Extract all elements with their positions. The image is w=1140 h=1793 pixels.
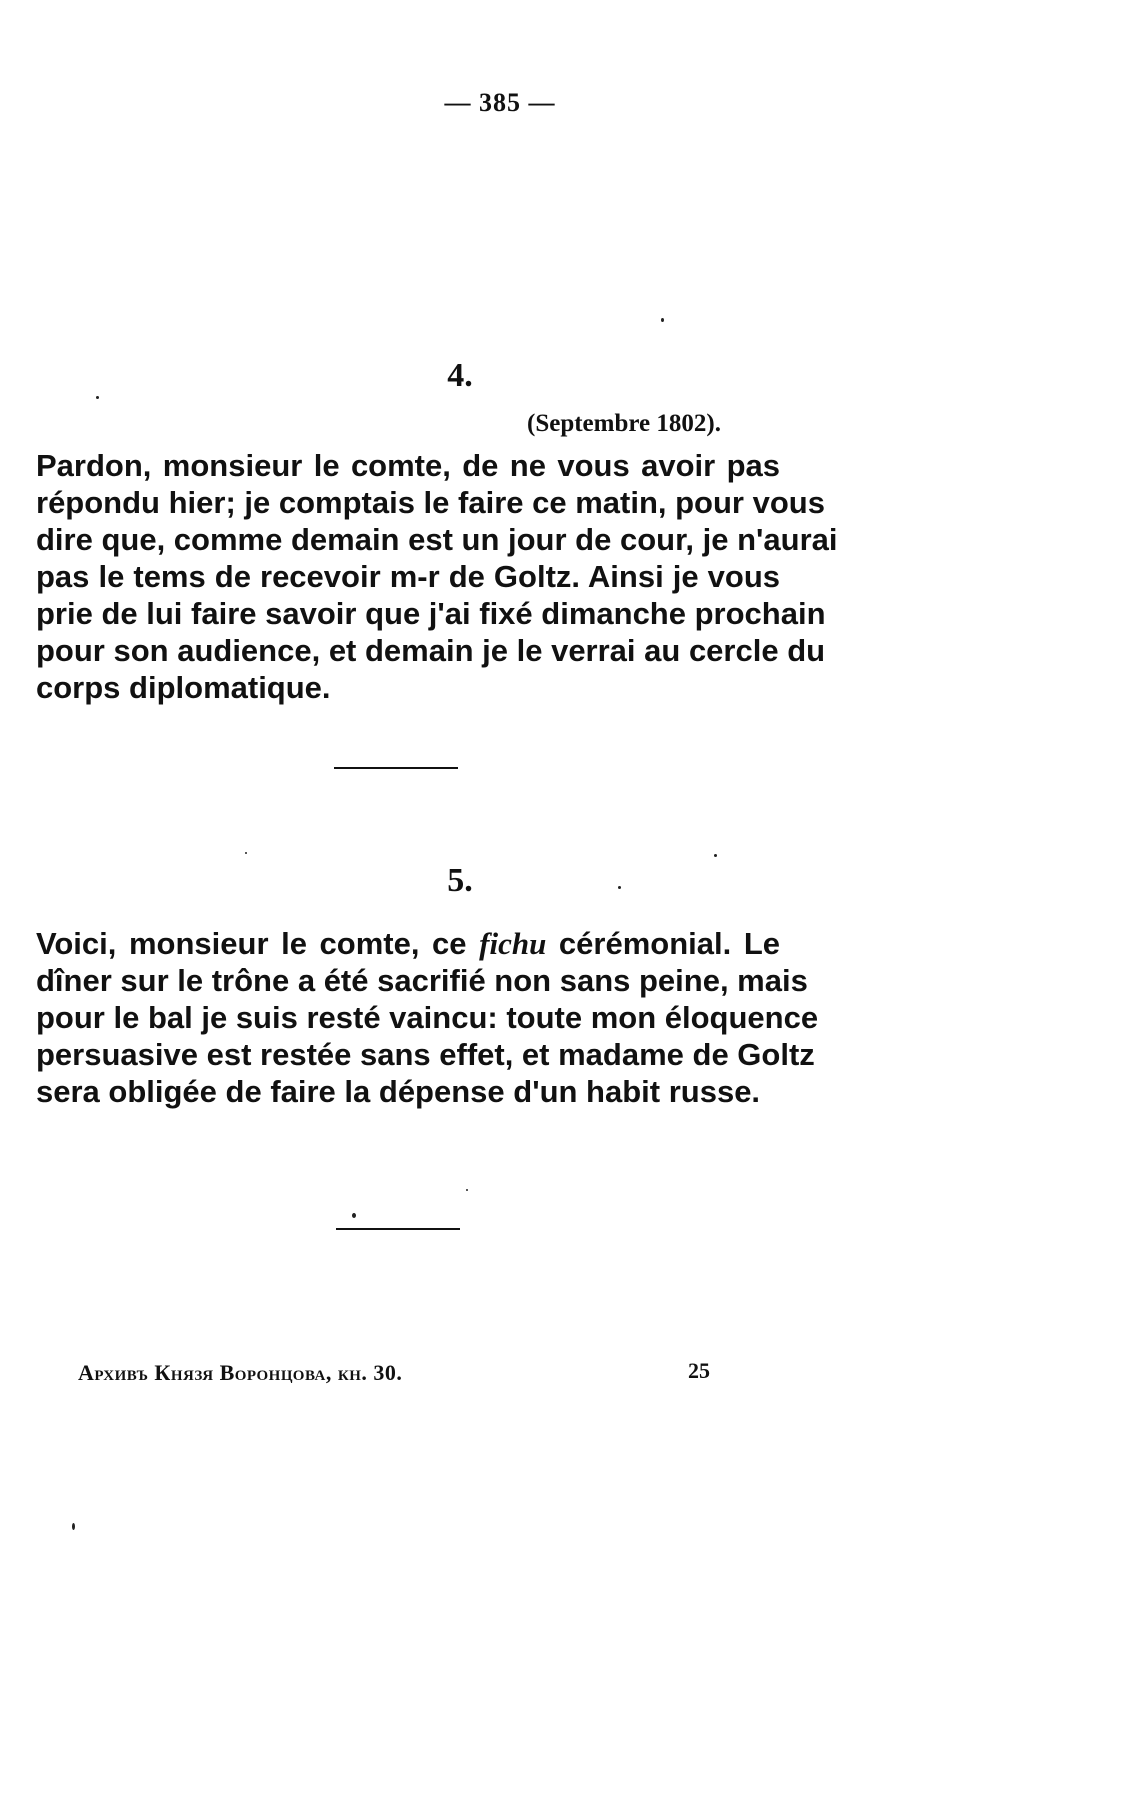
text-line: persuasive est restée sans effet, et madame de Goltz — [36, 1037, 815, 1072]
scan-speck — [661, 318, 664, 322]
text-line: prie de lui faire savoir que j'ai fixé dimanche prochain — [36, 596, 826, 631]
text-run: Voici, monsieur le comte, ce — [36, 926, 467, 961]
section-divider — [334, 767, 458, 769]
letter-4-text — [36, 447, 838, 706]
section-number-4: 4. — [447, 357, 473, 394]
scan-speck — [245, 852, 247, 854]
text-line: pour le bal je suis resté vaincu: toute mon éloquence — [36, 1000, 819, 1035]
text-line: Pardon, monsieur le comte, de ne vous avoir pas — [36, 448, 780, 483]
text-run: cérémonial. Le — [558, 926, 780, 961]
page-number: — 385 — — [444, 88, 556, 117]
scan-speck — [618, 886, 621, 889]
text-line: dire que, comme demain est un jour de cour, je n'aurai — [36, 522, 838, 557]
text-line: pour son audience, et demain je le verrai au cercle du — [36, 633, 826, 668]
text-line: répondu hier; je comptais le faire ce matin, pour vous — [36, 485, 825, 520]
section-divider — [336, 1228, 460, 1230]
text-line: corps diplomatique. — [36, 670, 331, 705]
text-line: dîner sur le trône a été sacrifié non sans peine, mais — [36, 963, 808, 998]
scan-speck — [72, 1523, 75, 1530]
scan-speck — [714, 854, 717, 857]
signature-mark: 25 — [688, 1358, 710, 1383]
italic-word: fichu — [479, 926, 547, 961]
section-number-5: 5. — [447, 862, 473, 899]
scan-speck — [466, 1189, 468, 1191]
archive-footer: Архивъ Князя Воронцова, кн. 30. — [78, 1360, 403, 1385]
scan-speck — [96, 396, 99, 399]
scan-speck — [352, 1213, 356, 1218]
letter-date: (Septembre 1802). — [527, 410, 721, 437]
text-line: sera obligée de faire la dépense d'un habit russe. — [36, 1074, 761, 1109]
text-line-first — [36, 925, 780, 962]
text-line: pas le tems de recevoir m-r de Goltz. Ainsi je vous — [36, 559, 780, 594]
letter-5-text — [36, 925, 819, 1110]
